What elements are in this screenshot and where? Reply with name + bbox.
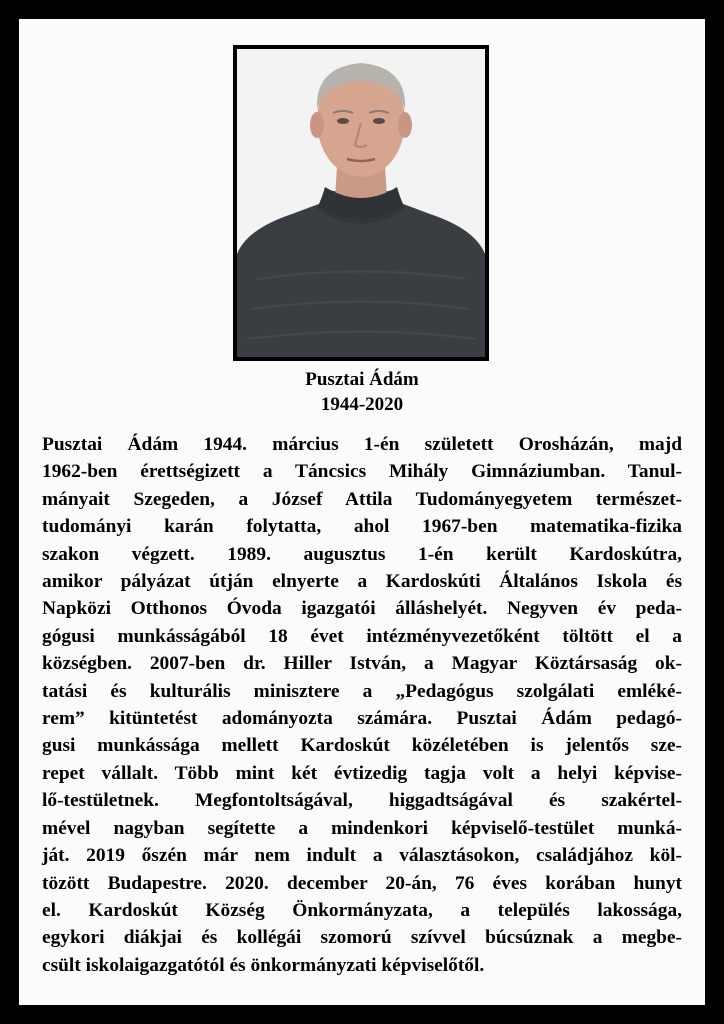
bio-line: amikor pályázat útján elnyerte a Kardoskúti Általános Iskola és [42, 571, 682, 593]
bio-line: repet vállalt. Több mint két évtizedig tagja volt a helyi képvise- [42, 762, 682, 784]
bio-line: mányait Szegeden, a József Attila Tudományegyetem természet- [42, 488, 682, 510]
bio-line: tatási és kulturális minisztere a „Pedagógus szolgálati emléké- [42, 680, 682, 702]
bio-line: csült iskolaigazgatótól és önkormányzati képviselőtől. [42, 954, 485, 976]
life-years: 1944-2020 [320, 394, 404, 415]
caption [19, 367, 705, 417]
bio-line: szakon végzett. 1989. augusztus 1-én került Kardoskútra, [42, 543, 682, 565]
bio-line: egykori diákjai és kollégái szomorú szívvel búcsúznak a megbe- [42, 927, 682, 949]
bio-line: tudományi karán folytatta, ahol 1967-ben matematika-fizika [42, 516, 682, 538]
bio-line: mével nagyban segítette a mindenkori képviselő-testület munká- [42, 817, 682, 839]
bio-line: községben. 2007-ben dr. Hiller István, a Magyar Köztársaság ok- [42, 653, 682, 675]
portrait-photo-icon [237, 49, 485, 357]
bio-line: Napközi Otthonos Óvoda igazgatói álláshelyét. Negyven év peda- [42, 598, 682, 620]
bio-line: gógusi munkásságából 18 évet intézményvezetőként töltött el a [42, 625, 682, 647]
memorial-page [19, 19, 705, 1005]
person-name: Pusztai Ádám [305, 369, 419, 390]
bio-line: 1962-ben érettségizett a Táncsics Mihály Gimnáziumban. Tanul- [42, 461, 682, 483]
bio-line: lő-testületnek. Megfontoltságával, higgadtságával és szakértel- [42, 790, 682, 812]
biography-text [42, 431, 682, 979]
bio-line: gusi munkássága mellett Kardoskút közéletében is jelentős sze- [42, 735, 682, 757]
portrait-frame [233, 45, 489, 361]
bio-line: tözött Budapestre. 2020. december 20-án, 76 éves korában hunyt [42, 872, 682, 894]
bio-line: rem” kitüntetést adományozta számára. Pusztai Ádám pedagó- [42, 708, 682, 730]
bio-line: ját. 2019 őszén már nem indult a választásokon, családjához köl- [42, 845, 682, 867]
bio-line: el. Kardoskút Község Önkormányzata, a település lakossága, [42, 899, 682, 921]
bio-line: Pusztai Ádám 1944. március 1-én született Orosházán, majd [42, 434, 682, 455]
